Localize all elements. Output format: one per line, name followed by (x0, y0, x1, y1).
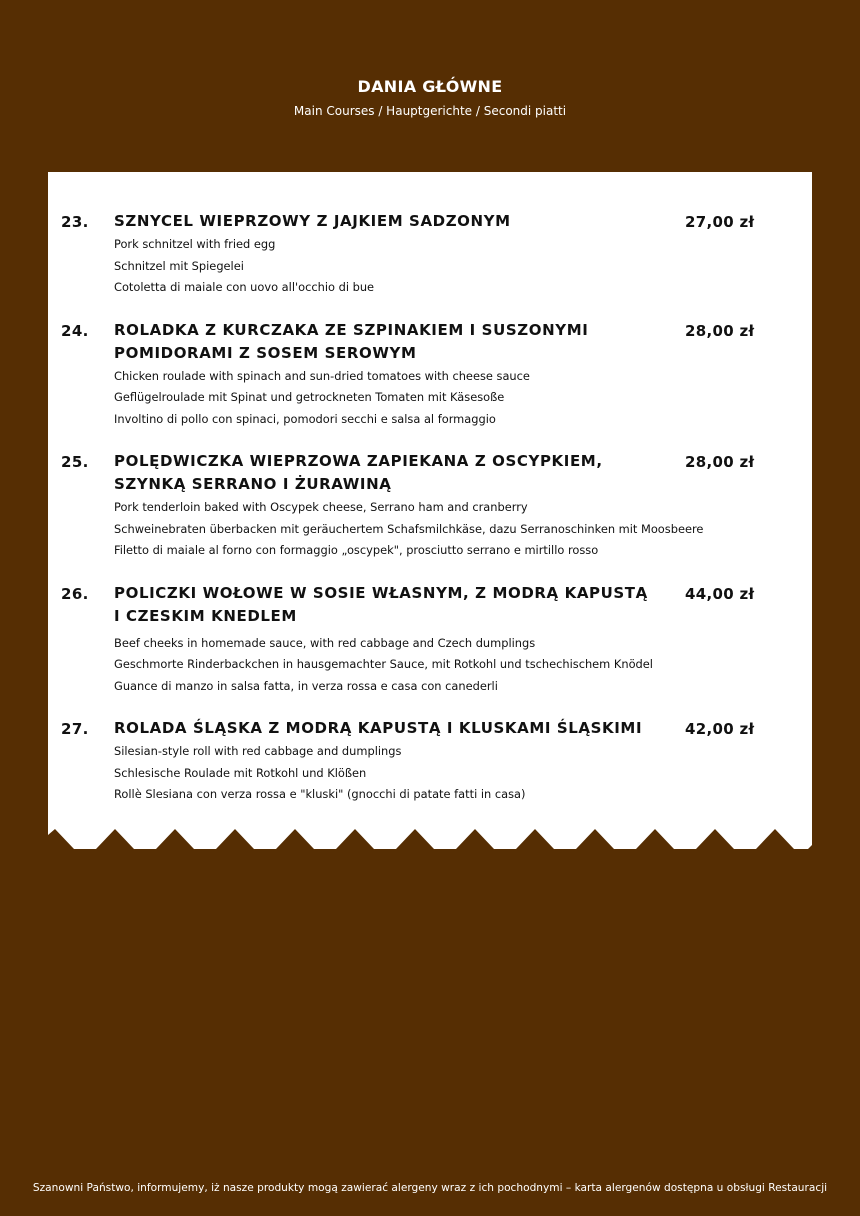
item-description-it: Guance di manzo in salsa fatta, in verza rossa e casa con canederli (114, 678, 498, 693)
item-description-en: Pork tenderloin baked with Oscypek cheese, Serrano ham and cranberry (114, 500, 528, 514)
item-description-en: Silesian-style roll with red cabbage and dumplings (114, 744, 402, 758)
menu-item (48, 210, 812, 299)
item-descriptions (114, 741, 754, 806)
item-name: SZNYCEL WIEPRZOWY Z JAJKIEM SADZONYM (114, 212, 511, 230)
menu-list (48, 210, 812, 826)
item-price: 28,00 zł (685, 321, 755, 340)
item-description-it: Filetto di maiale al forno con formaggio „oscypek", prosciutto serrano e mirtillo rosso (114, 543, 599, 557)
item-name: POLĘDWICZKA WIEPRZOWA ZAPIEKANA Z OSCYPKIEM, SZYNKĄ SERRANO I ŻURAWINĄ (114, 452, 603, 493)
item-price: 44,00 zł (685, 584, 755, 603)
menu-item (48, 319, 812, 431)
section-subtitle: Main Courses / Hauptgerichte / Secondi piatti (293, 104, 567, 118)
item-description-it: Involtino di pollo con spinaci, pomodori secchi e salsa al formaggio (114, 411, 496, 426)
item-price: 42,00 zł (685, 720, 755, 738)
item-description-en: Pork schnitzel with fried egg (114, 237, 276, 251)
menu-header (0, 76, 860, 120)
menu-item (48, 582, 812, 698)
item-description-en: Beef cheeks in homemade sauce, with red cabbage and Czech dumplings (114, 635, 536, 650)
item-description-de: Schweinebraten überbacken mit geräuchertem Schafsmilchkäse, dazu Serranoschinken mit Moosbeere (114, 521, 704, 536)
item-name: ROLADKA Z KURCZAKA ZE SZPINAKIEM I SUSZONYMI POMIDORAMI Z SOSEM SEROWYM (114, 320, 589, 362)
allergen-notice: Szanowni Państwo, informujemy, iż nasze produkty mogą zawierać alergeny wraz z ich pochodnymi – karta alergenów dostępna u obsługi Restauracji (32, 1182, 828, 1194)
menu-item (48, 450, 812, 562)
item-description-de: Geflügelroulade mit Spinat und getrockneten Tomaten mit Käsesoße (114, 390, 505, 404)
item-description-de: Schnitzel mit Spiegelei (114, 258, 244, 273)
item-description-it: Rollè Slesiana con verza rossa e "kluski" (gnocchi di patate fatti in casa) (114, 787, 526, 801)
item-description-de: Schlesische Roulade mit Rotkohl und Klößen (114, 765, 367, 780)
item-descriptions (114, 366, 754, 431)
item-name: POLICZKI WOŁOWE W SOSIE WŁASNYM, Z MODRĄ KAPUSTĄ I CZESKIM KNEDLEM (114, 583, 648, 625)
item-descriptions (114, 633, 754, 698)
item-number: 24. (61, 321, 89, 340)
item-number: 25. (61, 453, 89, 471)
menu-card (48, 172, 812, 849)
item-description-de: Geschmorte Rinderbackchen in hausgemachter Sauce, mit Rotkohl und tschechischem Knödel (114, 657, 653, 671)
item-description-it: Cotoletta di maiale con uovo all'occhio di bue (114, 280, 375, 294)
section-title: DANIA GŁÓWNE (357, 77, 503, 96)
item-number: 23. (61, 213, 89, 231)
item-number: 27. (61, 720, 89, 738)
item-descriptions (114, 497, 754, 562)
zigzag-edge (48, 829, 812, 849)
menu-item (48, 717, 812, 806)
item-name: ROLADA ŚLĄSKA Z MODRĄ KAPUSTĄ I KLUSKAMI ŚLĄSKIMI (114, 719, 643, 737)
item-number: 26. (61, 584, 89, 603)
item-price: 28,00 zł (685, 453, 755, 471)
menu-card-body (48, 172, 812, 829)
item-description-en: Chicken roulade with spinach and sun-dried tomatoes with cheese sauce (114, 368, 530, 383)
item-price: 27,00 zł (685, 213, 755, 231)
item-descriptions (114, 234, 754, 299)
